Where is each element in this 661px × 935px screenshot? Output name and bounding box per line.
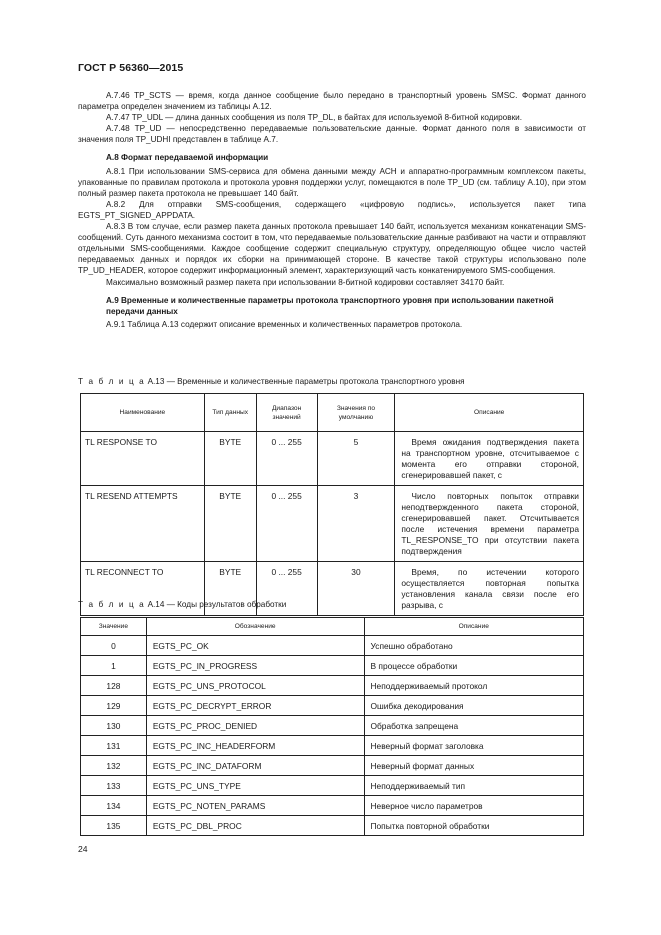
cell-value: 134 — [81, 796, 147, 816]
document-standard-header: ГОСТ Р 56360—2015 — [78, 62, 184, 74]
cell-value: 130 — [81, 716, 147, 736]
page-number: 24 — [78, 844, 88, 854]
paragraph-a7-47: A.7.47 TP_UDL — длина данных сообщения из поля TP_DL, в байтах для используемой 8-битной кодировки. — [106, 113, 523, 123]
section-a8-heading: A.8 Формат передаваемой информации — [106, 153, 269, 163]
cell-description: В процессе обработки — [364, 656, 584, 676]
cell-description: Число повторных попыток отправки неподтвержденного пакета стороной, сгенерировавшей пакет. Отсчитывается после истечения времени параметра TL_RESPONSE_TO при отсутствии пакета подтверждения — [395, 486, 584, 562]
cell-value: 133 — [81, 776, 147, 796]
cell-code: EGTS_PC_NOTEN_PARAMS — [146, 796, 364, 816]
cell-value: 132 — [81, 756, 147, 776]
table-row — [81, 636, 584, 656]
cell-range: 0 ... 255 — [256, 432, 317, 486]
cell-default: 30 — [317, 562, 395, 616]
table-row — [81, 776, 584, 796]
cell-value: 135 — [81, 816, 147, 836]
cell-default: 3 — [317, 486, 395, 562]
cell-range: 0 ... 255 — [256, 562, 317, 616]
paragraph-max-size: Максимально возможный размер пакета при использовании 8-битной кодировки составляет 34170 байт. — [106, 277, 505, 287]
table-row — [81, 756, 584, 776]
table-a13-caption-text: A.13 — Временные и количественные параметры протокола транспортного уровня — [145, 377, 465, 386]
cell-value: 128 — [81, 676, 147, 696]
table-a13-caption — [78, 377, 465, 386]
table-a14-caption-prefix: Т а б л и ц а — [78, 600, 146, 609]
cell-code: EGTS_PC_INC_DATAFORM — [146, 756, 364, 776]
table-a13-caption-prefix: Т а б л и ц а — [78, 377, 146, 386]
cell-description: Время ожидания подтверждения пакета на транспортном уровне, отсчитываемое с момента его отправки стороной, сгенерировавшей пакет, с — [395, 432, 584, 486]
cell-description: Неверный формат данных — [364, 756, 584, 776]
table-a14-caption-text: A.14 — Коды результатов обработки — [145, 600, 287, 609]
cell-type: BYTE — [204, 562, 256, 616]
column-header-value: Значение — [81, 618, 147, 636]
cell-code: EGTS_PC_UNS_PROTOCOL — [146, 676, 364, 696]
paragraph-a8-2: A.8.2 Для отправки SMS-сообщения, содержащего «цифровую подпись», используется пакет типа EGTS_PT_SIGNED_APPDATA. — [78, 199, 586, 220]
table-row — [81, 716, 584, 736]
cell-value: 129 — [81, 696, 147, 716]
cell-name: TL RESPONSE TO — [81, 432, 205, 486]
table-a14-caption — [78, 600, 286, 609]
cell-description: Неподдерживаемый тип — [364, 776, 584, 796]
table-row — [81, 816, 584, 836]
table-a13 — [80, 393, 584, 616]
paragraph-a9-1: A.9.1 Таблица A.13 содержит описание временных и количественных параметров протокола. — [106, 319, 463, 329]
paragraph-a8-3: A.8.3 В том случае, если размер пакета данных протокола превышает 140 байт, используется механизм конкатенации SMS-сообщений. Суть данного механизма состоит в том, что передаваемые пользовательские данные разбивают на части и отправляют отдельными SMS-сообщениями. Каждое сообщение содержит специальную структуру, определяющую общее число частей передаваемых данных и порядок их сборки на принимающей стороне. В качестве такой структуры использовано поле TP_UD_HEADER, которое содержит информационный элемент, характеризующий часть конкатенируемого SMS-сообщения. — [78, 222, 586, 276]
cell-code: EGTS_PC_IN_PROGRESS — [146, 656, 364, 676]
column-header-default: Значения по умолчанию — [317, 394, 395, 432]
cell-code: EGTS_PC_PROC_DENIED — [146, 716, 364, 736]
column-header-type: Тип данных — [204, 394, 256, 432]
cell-description: Неверный формат заголовка — [364, 736, 584, 756]
cell-value: 0 — [81, 636, 147, 656]
table-row — [81, 676, 584, 696]
table-a14-header-row — [81, 618, 584, 636]
cell-code: EGTS_PC_DECRYPT_ERROR — [146, 696, 364, 716]
table-row — [81, 656, 584, 676]
cell-description: Попытка повторной обработки — [364, 816, 584, 836]
cell-code: EGTS_PC_INC_HEADERFORM — [146, 736, 364, 756]
cell-default: 5 — [317, 432, 395, 486]
table-a13-header-row — [81, 394, 584, 432]
table-row — [81, 736, 584, 756]
cell-code: EGTS_PC_UNS_TYPE — [146, 776, 364, 796]
table-a14 — [80, 617, 584, 836]
cell-range: 0 ... 255 — [256, 486, 317, 562]
cell-description: Успешно обработано — [364, 636, 584, 656]
column-header-description: Описание — [364, 618, 584, 636]
column-header-range: Диапазон значений — [256, 394, 317, 432]
column-header-description: Описание — [395, 394, 584, 432]
cell-name: TL RESEND ATTEMPTS — [81, 486, 205, 562]
table-row — [81, 432, 584, 486]
body-text — [78, 90, 586, 330]
column-header-name: Наименование — [81, 394, 205, 432]
cell-description: Ошибка декодирования — [364, 696, 584, 716]
paragraph-a7-46: A.7.46 TP_SCTS — время, когда данное сообщение было передано в транспортный уровень SMSC. Формат данного параметра определен значением из таблицы A.12. — [78, 91, 586, 112]
cell-code: EGTS_PC_DBL_PROC — [146, 816, 364, 836]
cell-type: BYTE — [204, 432, 256, 486]
cell-name: TL RECONNECT TO — [81, 562, 205, 616]
table-row — [81, 796, 584, 816]
table-row — [81, 486, 584, 562]
paragraph-a8-1: A.8.1 При использовании SMS-сервиса для обмена данными между АСН и аппаратно-программным комплексом пакеты, упакованные по правилам протокола и протокола уровня поддержки услуг, помещаются в поле TP_UD (см. таблицу A.10), при этом полный размер пакета протокола не превышает 140 байт. — [78, 166, 586, 198]
cell-description: Время, по истечении которого осуществляется повторная попытка установления канала связи после его разрыва, с — [395, 562, 584, 616]
cell-code: EGTS_PC_OK — [146, 636, 364, 656]
section-a9-heading: A.9 Временные и количественные параметры протокола транспортного уровня при использовании пакетной передачи данных — [106, 295, 554, 316]
cell-value: 131 — [81, 736, 147, 756]
column-header-code: Обозначение — [146, 618, 364, 636]
cell-description: Неверное число параметров — [364, 796, 584, 816]
cell-value: 1 — [81, 656, 147, 676]
paragraph-a7-48: A.7.48 TP_UD — непосредственно передаваемые пользовательские данные. Формат данного поля в зависимости от значения поля TP_UDHI представлен в таблице A.7. — [78, 124, 586, 145]
table-row — [81, 696, 584, 716]
cell-description: Обработка запрещена — [364, 716, 584, 736]
cell-description: Неподдерживаемый протокол — [364, 676, 584, 696]
cell-type: BYTE — [204, 486, 256, 562]
